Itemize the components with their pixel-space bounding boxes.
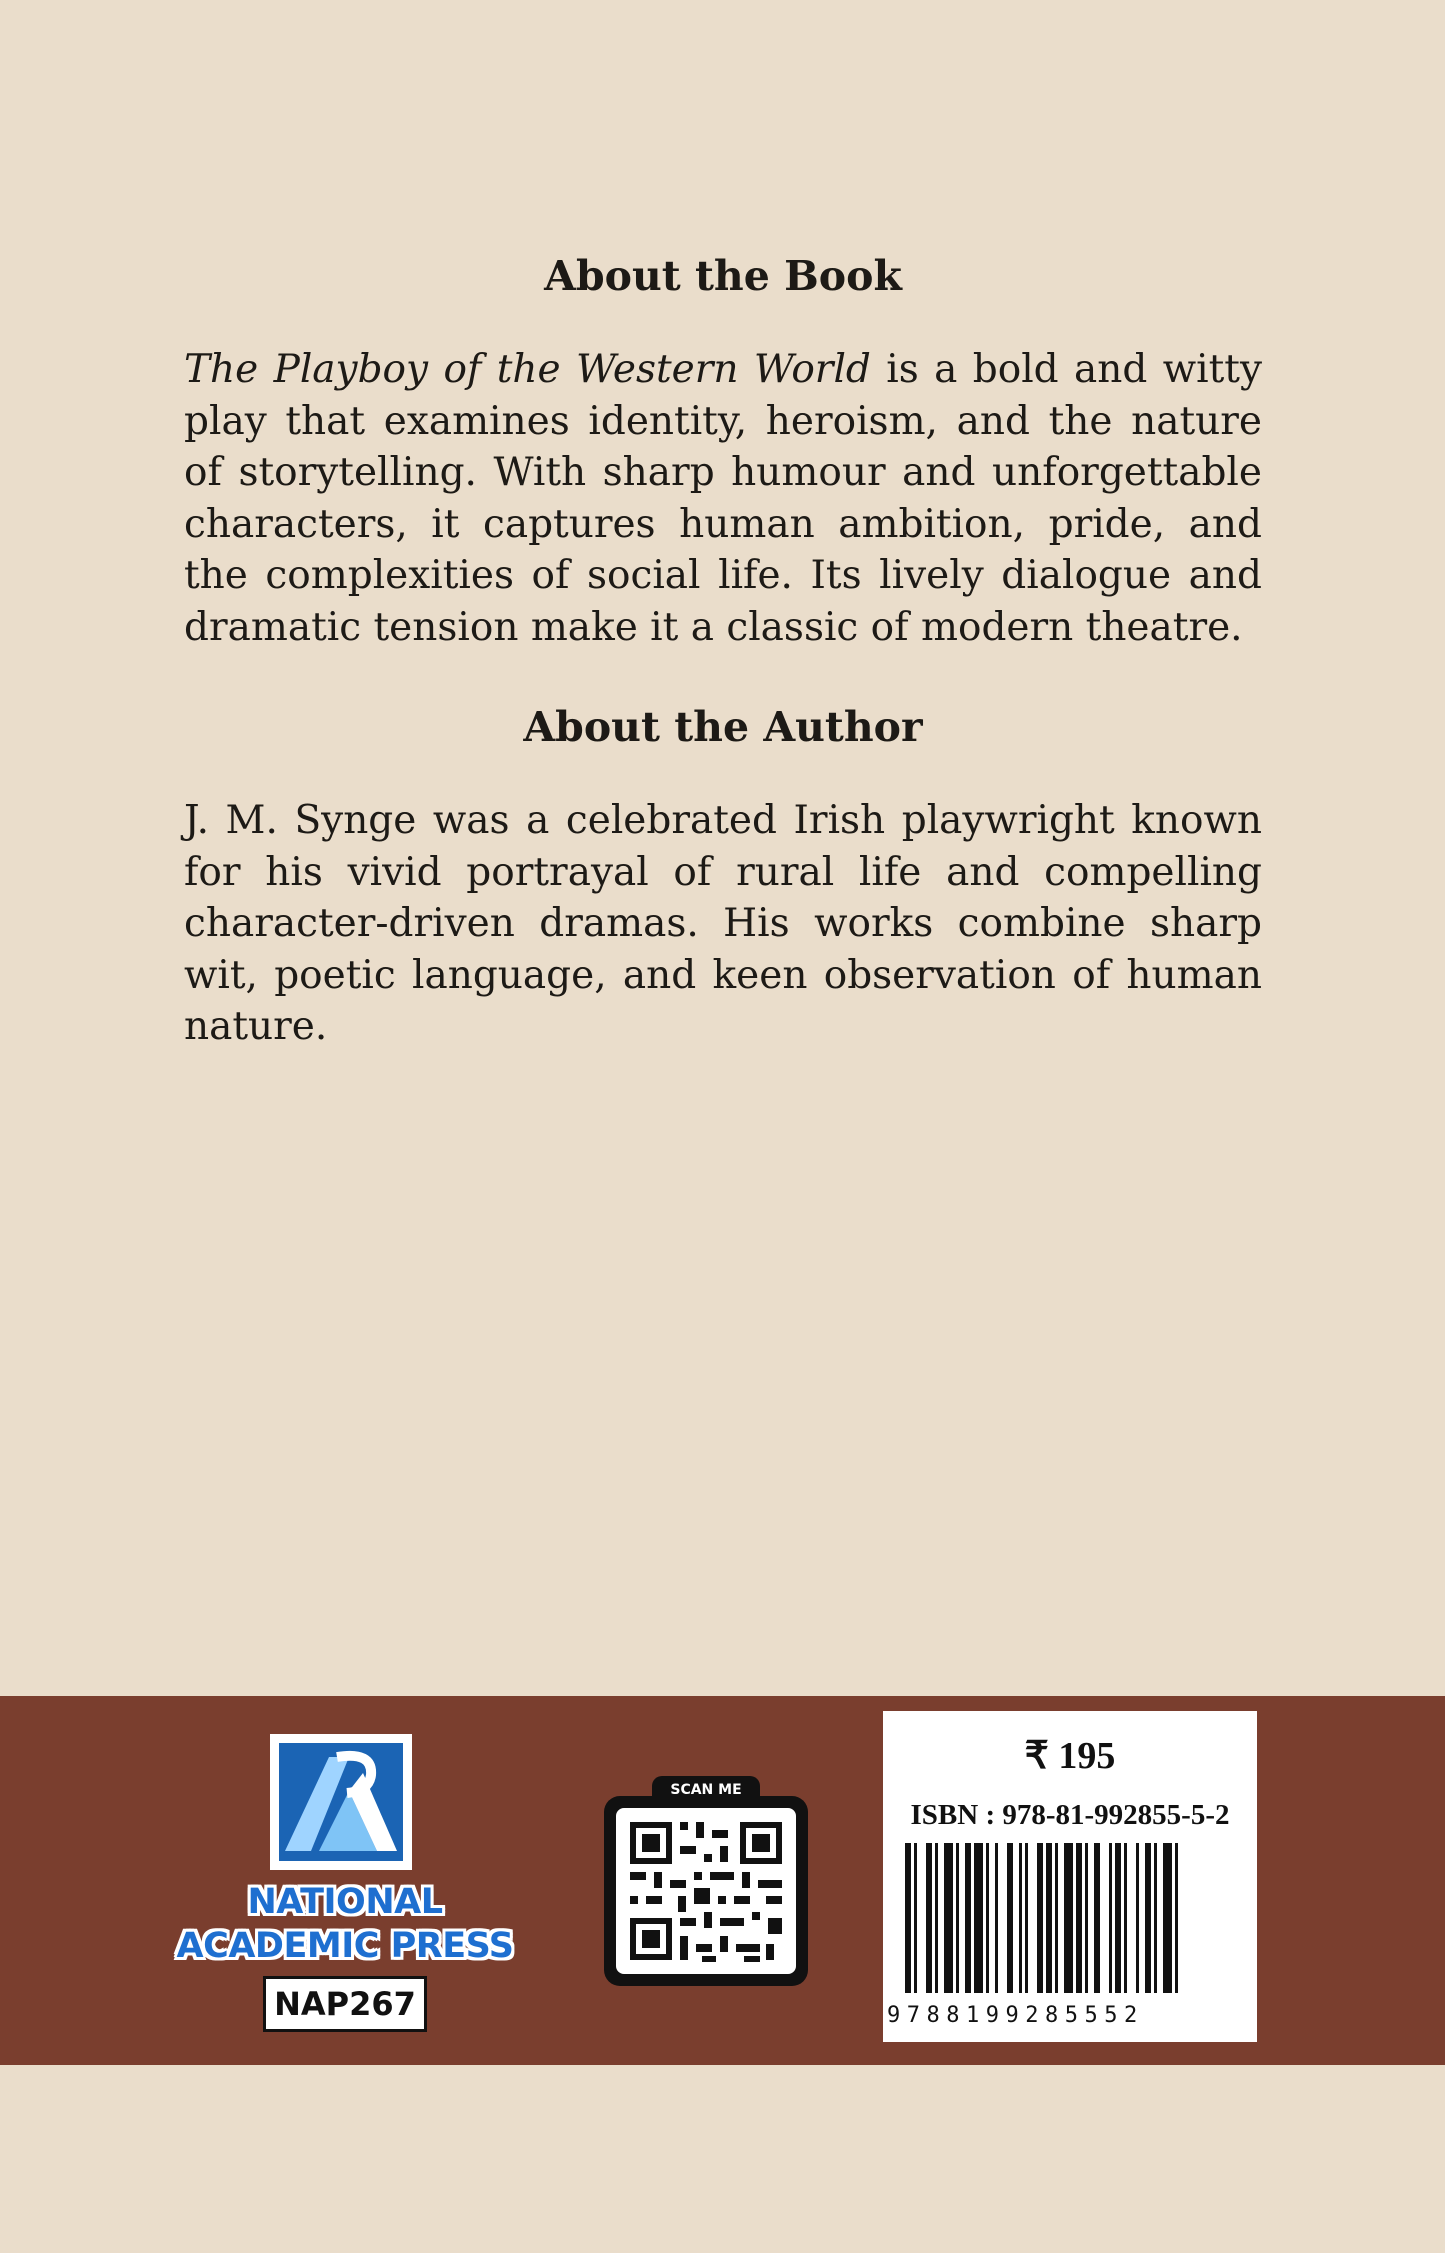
about-book-body: is a bold and witty play that examines identity, heroism, and the nature of storytelling. With sharp humour and unforgettable characters, it captures human ambition, pride, and the complexities of social life. Its lively dialogue and dramatic tension make it a classic of modern theatre. bbox=[184, 347, 1262, 650]
publisher-code: NAP267 bbox=[263, 1976, 427, 2032]
footer-band bbox=[0, 1696, 1445, 2065]
about-book-text bbox=[184, 344, 1262, 653]
publisher-name: NATIONAL ACADEMIC PRESS bbox=[176, 1882, 514, 1966]
cover-text bbox=[184, 246, 1262, 1053]
qr-scan-label: SCAN ME bbox=[652, 1776, 760, 1804]
barcode-digits: 9788199285552 bbox=[887, 2003, 1144, 2028]
barcode-icon bbox=[903, 1843, 1237, 1999]
publisher-logo bbox=[170, 1734, 520, 2032]
about-book-heading: About the Book bbox=[544, 252, 902, 300]
about-author-text: J. M. Synge was a celebrated Irish playwright known for his vivid portrayal of rural life and compelling character-driven dramas. His works combine sharp wit, poetic language, and keen observation of human nature. bbox=[184, 798, 1262, 1049]
publisher-emblem-icon bbox=[270, 1734, 412, 1870]
price: ₹ 195 bbox=[1024, 1735, 1116, 1777]
price-barcode-box bbox=[883, 1711, 1257, 2042]
book-title: The Playboy of the Western World bbox=[184, 347, 871, 392]
about-author-heading: About the Author bbox=[523, 703, 923, 751]
qr-code[interactable] bbox=[604, 1776, 808, 1986]
qr-code-icon bbox=[616, 1808, 796, 1974]
isbn: ISBN : 978-81-992855-5-2 bbox=[910, 1799, 1230, 1831]
